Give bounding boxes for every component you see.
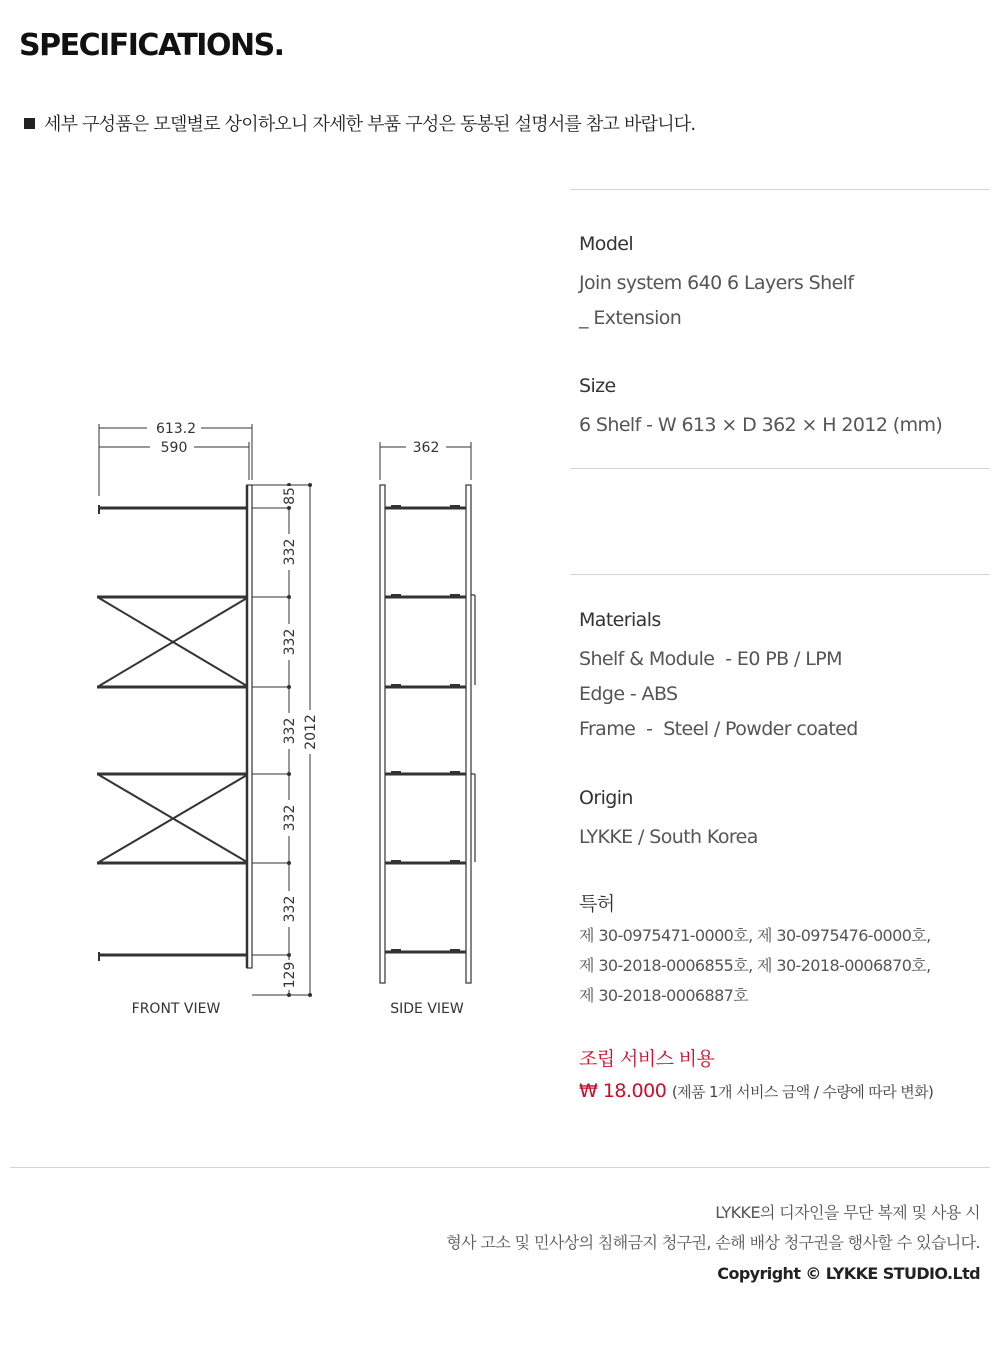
- divider-mid-2: [570, 574, 990, 575]
- spec-materials-line: Edge - ABS: [579, 683, 678, 705]
- notice: [24, 110, 695, 136]
- assembly-note: (제품 1개 서비스 금액 / 수량에 따라 변화): [671, 1083, 934, 1101]
- spec-model-line: _ Extension: [579, 307, 682, 329]
- front-view-label: FRONT VIEW: [131, 1001, 221, 1017]
- spec-patent-line: 제 30-2018-0006887호: [579, 986, 749, 1005]
- spec-origin-label: Origin: [579, 787, 633, 809]
- spec-origin: [579, 785, 758, 855]
- footer-copyright: Copyright © LYKKE STUDIO.Ltd: [717, 1264, 980, 1283]
- side-upright-back: [466, 485, 471, 983]
- footer-line-1: LYKKE의 디자인을 무단 복제 및 사용 시: [715, 1203, 980, 1222]
- side-view-label: SIDE VIEW: [390, 1001, 464, 1017]
- dim-height-total: 2012: [303, 714, 319, 750]
- spec-assembly: [579, 1046, 933, 1107]
- spec-size: [579, 373, 942, 443]
- spec-origin-line: LYKKE / South Korea: [579, 826, 758, 848]
- assembly-label: 조립 서비스 비용: [579, 1048, 715, 1070]
- spec-patent-line: 제 30-0975471-0000호, 제 30-0975476-0000호,: [579, 926, 931, 945]
- spec-materials-label: Materials: [579, 609, 661, 631]
- dim-segment-5: 332: [282, 804, 298, 832]
- divider-mid-1: [570, 468, 990, 469]
- footer: [446, 1198, 980, 1290]
- dim-segment-1: 85: [282, 487, 298, 505]
- assembly-price: ₩ 18.000: [579, 1080, 667, 1102]
- divider-footer: [10, 1167, 990, 1168]
- dim-width-outer: 613.2: [155, 421, 197, 437]
- notice-text: 세부 구성품은 모델별로 상이하오니 자세한 부품 구성은 동봉된 설명서를 참고 바랍니다.: [44, 114, 696, 135]
- dim-segment-3: 332: [282, 628, 298, 656]
- dim-depth: 362: [412, 440, 440, 456]
- footer-line-2: 형사 고소 및 민사상의 침해금지 청구권, 손해 배상 청구권을 행사할 수 있습니다.: [446, 1233, 980, 1252]
- spec-model-line: Join system 640 6 Layers Shelf: [579, 272, 854, 294]
- divider-top: [570, 189, 990, 190]
- square-bullet-icon: [24, 118, 35, 129]
- spec-patent-line: 제 30-2018-0006855호, 제 30-2018-0006870호,: [579, 956, 931, 975]
- dim-segment-2: 332: [282, 538, 298, 566]
- spec-size-line: 6 Shelf - W 613 × D 362 × H 2012 (mm): [579, 414, 943, 436]
- assembly-price-row: [579, 1076, 933, 1107]
- spec-patent: [579, 891, 931, 1011]
- dim-width-inner: 590: [160, 440, 188, 456]
- spec-model: [579, 231, 853, 336]
- dim-segment-6: 332: [282, 895, 298, 923]
- spec-materials-line: Frame - Steel / Powder coated: [579, 718, 858, 740]
- spec-materials: [579, 607, 858, 747]
- spec-patent-label: 특허: [579, 893, 615, 915]
- dim-segment-4: 332: [282, 717, 298, 745]
- spec-size-label: Size: [579, 375, 616, 397]
- spec-materials-line: Shelf & Module - E0 PB / LPM: [579, 648, 842, 670]
- dim-segment-7: 129: [282, 961, 298, 989]
- technical-drawing: [0, 400, 540, 1040]
- side-upright-front: [380, 485, 385, 983]
- spec-model-label: Model: [579, 233, 634, 255]
- page-title: SPECIFICATIONS.: [19, 28, 284, 63]
